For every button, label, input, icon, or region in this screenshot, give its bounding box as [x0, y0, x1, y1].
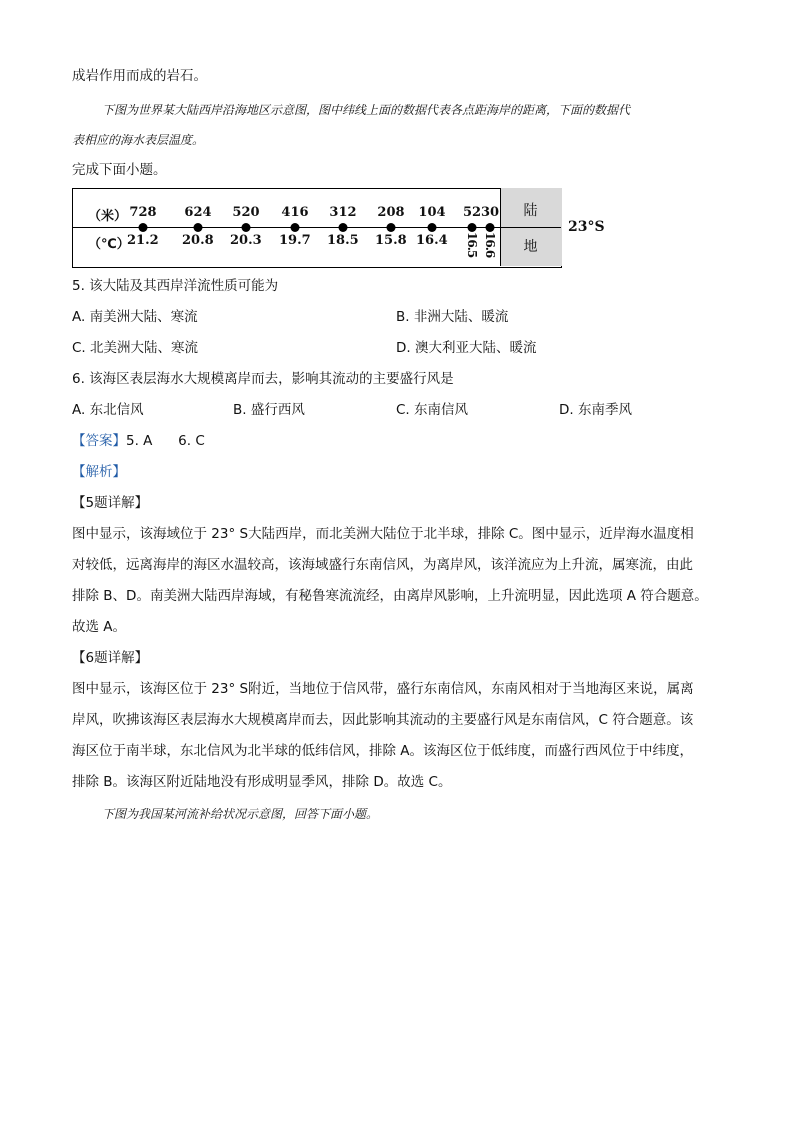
temperature-label-vertical: 16.6 — [483, 232, 497, 258]
temperature-label: 18.5 — [327, 233, 359, 248]
distance-label: 416 — [281, 205, 309, 220]
q6-option-d: D. 东南季风 — [559, 402, 632, 418]
sample-point-dot — [194, 223, 203, 232]
distance-label: 208 — [377, 205, 405, 220]
distance-label: 104 — [418, 205, 446, 220]
detail-6-label: 【6题详解】 — [72, 650, 149, 666]
detail-5-label: 【5题详解】 — [72, 495, 149, 511]
sample-point-dot — [387, 223, 396, 232]
latitude-label: 23°S — [568, 219, 605, 235]
q5-option-a: A. 南美洲大陆、寒流 — [72, 309, 198, 325]
land-label-top: 陆 — [523, 203, 538, 219]
q6-option-a: A. 东北信风 — [72, 402, 144, 418]
sample-point-dot — [486, 223, 495, 232]
land-label-bottom: 地 — [523, 239, 538, 255]
prompt: 完成下面小题。 — [72, 162, 167, 178]
temperature-label: 19.7 — [279, 233, 311, 248]
distance-label: 624 — [184, 205, 212, 220]
answer-label: 【答案】 — [72, 433, 126, 449]
land-divider — [500, 227, 561, 228]
answer — [72, 431, 205, 451]
q6-stem: 6. 该海区表层海水大规模离岸而去，影响其流动的主要盛行风是 — [72, 371, 454, 387]
q5-option-c: C. 北美洲大陆、寒流 — [72, 340, 199, 356]
distance-label: 312 — [329, 205, 357, 220]
sample-point-dot — [242, 223, 251, 232]
q6-option-c: C. 东南信风 — [396, 402, 469, 418]
sample-point-dot — [428, 223, 437, 232]
distance-label: 52 — [462, 205, 482, 220]
temperature-label: 21.2 — [127, 233, 159, 248]
sample-point-dot — [339, 223, 348, 232]
sample-point-dot — [468, 223, 477, 232]
distance-label: 30 — [480, 205, 500, 220]
temperature-label: 20.8 — [182, 233, 214, 248]
distance-label: 728 — [129, 205, 157, 220]
coastal-diagram — [72, 188, 562, 268]
line-top: 成岩作用而成的岩石。 — [72, 68, 207, 84]
answer-text: 5. A 6. C — [126, 433, 205, 449]
distance-label: 520 — [232, 205, 260, 220]
temp-unit: （℃） — [88, 237, 130, 252]
q5-option-b: B. 非洲大陆、暖流 — [396, 309, 509, 325]
analysis-label: 【解析】 — [72, 464, 126, 480]
q5-option-d: D. 澳大利亚大陆、暖流 — [396, 340, 537, 356]
intro-paragraph-2: 下图为我国某河流补给状况示意图，回答下面小题。 — [102, 807, 379, 821]
temperature-label: 15.8 — [375, 233, 407, 248]
q6-option-b: B. 盛行西风 — [233, 402, 305, 418]
sample-point-dot — [291, 223, 300, 232]
temperature-label: 20.3 — [230, 233, 262, 248]
q5-stem: 5. 该大陆及其西岸洋流性质可能为 — [72, 278, 279, 294]
distance-unit: （米） — [88, 209, 128, 224]
sample-point-dot — [139, 223, 148, 232]
temperature-label: 16.4 — [416, 233, 448, 248]
temperature-label-vertical: 16.5 — [465, 232, 479, 258]
